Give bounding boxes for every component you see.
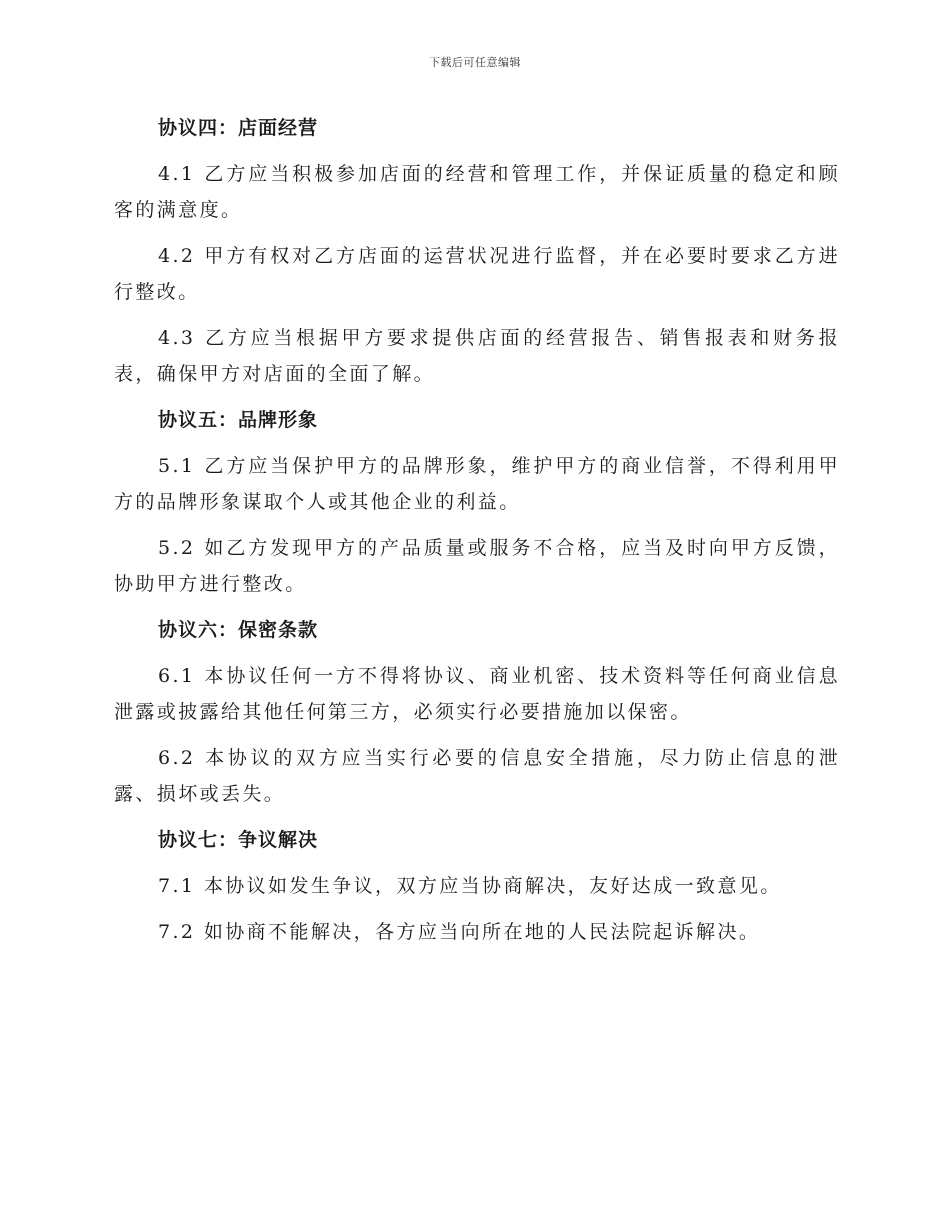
clause-paragraph: 5.1 乙方应当保护甲方的品牌形象，维护甲方的商业信誉，不得利用甲方的品牌形象谋取个人或其他企业的利益。 [114,455,840,513]
section-heading: 协议七：争议解决 [158,829,319,851]
clause-paragraph: 6.2 本协议的双方应当实行必要的信息安全措施，尽力防止信息的泄露、损坏或丢失。 [114,747,840,805]
page-header-note: 下载后可任意编辑 [429,56,521,69]
clause-paragraph: 5.2 如乙方发现甲方的产品质量或服务不合格，应当及时向甲方反馈，协助甲方进行整改。 [114,537,840,595]
section-agreement-7 [114,822,840,950]
section-agreement-5 [114,402,840,602]
clause-paragraph: 7.2 如协商不能解决，各方应当向所在地的人民法院起诉解决。 [158,921,761,943]
section-agreement-6 [114,612,840,812]
clause-paragraph: 6.1 本协议任何一方不得将协议、商业机密、技术资料等任何商业信息泄露或披露给其他任何第三方，必须实行必要措施加以保密。 [114,665,840,723]
clause-paragraph: 4.3 乙方应当根据甲方要求提供店面的经营报告、销售报表和财务报表，确保甲方对店面的全面了解。 [114,327,840,385]
clause-paragraph: 7.1 本协议如发生争议，双方应当协商解决，友好达成一致意见。 [158,875,782,897]
clause-paragraph: 4.1 乙方应当积极参加店面的经营和管理工作，并保证质量的稳定和顾客的满意度。 [114,163,840,221]
document-body [114,110,840,960]
section-heading: 协议五：品牌形象 [158,409,319,431]
section-heading: 协议四：店面经营 [158,117,319,139]
section-agreement-4 [114,110,840,392]
section-heading: 协议六：保密条款 [158,619,319,641]
clause-paragraph: 4.2 甲方有权对乙方店面的运营状况进行监督，并在必要时要求乙方进行整改。 [114,245,840,303]
